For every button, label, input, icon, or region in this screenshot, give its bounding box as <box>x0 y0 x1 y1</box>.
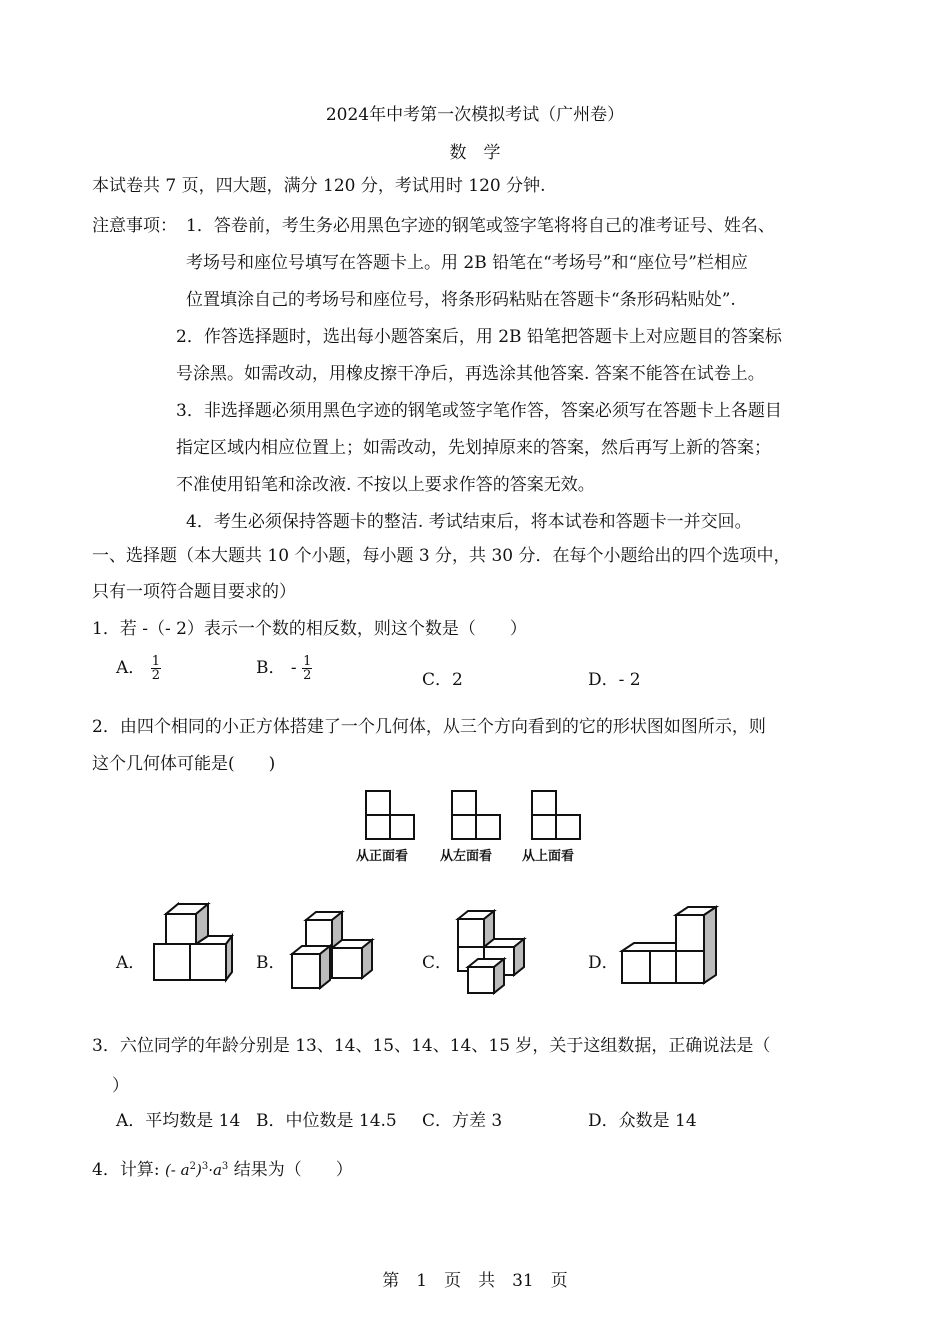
front-view-icon <box>366 791 414 839</box>
note-3-line-2: 指定区域内相应位置上；如需改动，先划掉原来的答案，然后再写上新的答案； <box>176 438 771 458</box>
question-2-line-2: 这个几何体可能是( ) <box>92 754 276 774</box>
note-3-line-1: 3．非选择题必须用黑色字迹的钢笔或签字笔作答，答案必须写在答题卡上各题目 <box>176 401 782 421</box>
note-1-line-3: 位置填涂自己的考场号和座位号，将条形码粘贴在答题卡“条形码粘贴处”. <box>186 290 736 310</box>
q1-option-d: D．- 2 <box>588 670 641 690</box>
question-1-stem: 1．若 -（- 2）表示一个数的相反数，则这个数是（ ） <box>92 619 527 639</box>
q4-expr-open: (- a <box>164 1161 190 1179</box>
q1-option-c: C．2 <box>422 670 463 690</box>
top-view-icon <box>532 791 580 839</box>
q1-option-b-label: B． <box>256 658 286 678</box>
q1-option-a-fraction <box>151 655 161 682</box>
section-1-line-2: 只有一项符合题目要求的） <box>92 582 296 602</box>
q1-option-b-fraction <box>302 655 312 682</box>
note-1-line-2: 考场号和座位号填写在答题卡上。用 2B 铅笔在“考场号”和“座位号”栏相应 <box>186 253 748 273</box>
left-view-icon <box>452 791 500 839</box>
notes-label: 注意事项： <box>92 216 177 236</box>
q1-option-a <box>116 653 161 682</box>
q1-option-b <box>256 653 312 682</box>
q4-expr-close: ) <box>195 1161 202 1179</box>
left-view-label: 从左面看 <box>440 849 493 864</box>
question-2-line-1: 2．由四个相同的小正方体搭建了一个几何体，从三个方向看到的它的形状图如图所示，则 <box>92 717 766 737</box>
q4-expr-tail: ·a <box>208 1161 222 1179</box>
question-3-line-1: 3．六位同学的年龄分别是 13、14、15、14、14、15 岁，关于这组数据，正确说法是（ <box>92 1036 771 1056</box>
q1-option-b-sign: - <box>290 658 297 678</box>
q4-prefix: 4．计算: <box>92 1160 160 1180</box>
q4-expression <box>165 1161 228 1179</box>
question-4 <box>92 1155 353 1180</box>
q4-exp-tail: 3 <box>221 1161 229 1172</box>
q2-option-a-label: A． <box>116 953 146 973</box>
q2-option-a-cubes-icon <box>150 898 240 990</box>
exam-intro: 本试卷共 7 页，四大题，满分 120 分，考试用时 120 分钟. <box>92 176 546 196</box>
q3-option-d: D．众数是 14 <box>588 1111 697 1131</box>
note-4: 4．考生必须保持答题卡的整洁. 考试结束后，将本试卷和答题卡一并交回。 <box>186 512 752 532</box>
section-1-line-1: 一、选择题（本大题共 10 个小题，每小题 3 分，共 30 分．在每个小题给出的四个选项中， <box>92 546 791 566</box>
q3-option-a: A．平均数是 14 <box>116 1111 241 1131</box>
fraction-denominator: 2 <box>151 668 160 683</box>
top-view-label: 从上面看 <box>522 849 575 864</box>
q4-exp-outer: 3 <box>201 1161 209 1172</box>
question-3-line-2: ） <box>112 1076 129 1096</box>
fraction-numerator: 1 <box>303 654 312 669</box>
page-footer: 第 1 页 共 31 页 <box>382 1271 568 1291</box>
q2-option-c-label: C． <box>422 953 453 973</box>
q2-option-b-label: B． <box>256 953 286 973</box>
fraction-numerator: 1 <box>151 654 160 669</box>
q2-option-b-cubes-icon <box>288 908 378 996</box>
q1-option-a-label: A． <box>116 658 146 678</box>
note-2-line-2: 号涂黑。如需改动，用橡皮擦干净后，再选涂其他答案. 答案不能答在试卷上。 <box>176 364 765 384</box>
note-3-line-3: 不准使用铅笔和涂改液. 不按以上要求作答的答案无效。 <box>176 475 595 495</box>
exam-title: 2024年中考第一次模拟考试（广州卷） <box>325 105 625 125</box>
q4-exp-inner: 2 <box>189 1161 196 1172</box>
subject-title: 数 学 <box>449 143 501 163</box>
q2-option-d-cubes-icon <box>618 905 718 993</box>
fraction-denominator: 2 <box>303 668 312 683</box>
front-view-label: 从正面看 <box>356 849 409 864</box>
note-2-line-1: 2．作答选择题时，选出每小题答案后，用 2B 铅笔把答题卡上对应题目的答案标 <box>176 327 782 347</box>
q4-suffix: 结果为（ ） <box>233 1160 353 1180</box>
q2-option-d-label: D． <box>588 953 619 973</box>
q2-option-c-cubes-icon <box>452 905 542 997</box>
q3-option-b: B．中位数是 14.5 <box>256 1111 397 1131</box>
q3-option-c: C．方差 3 <box>422 1111 503 1131</box>
note-1-line-1: 1．答卷前，考生务必用黑色字迹的钢笔或签字笔将将自己的准考证号、姓名、 <box>186 216 775 236</box>
